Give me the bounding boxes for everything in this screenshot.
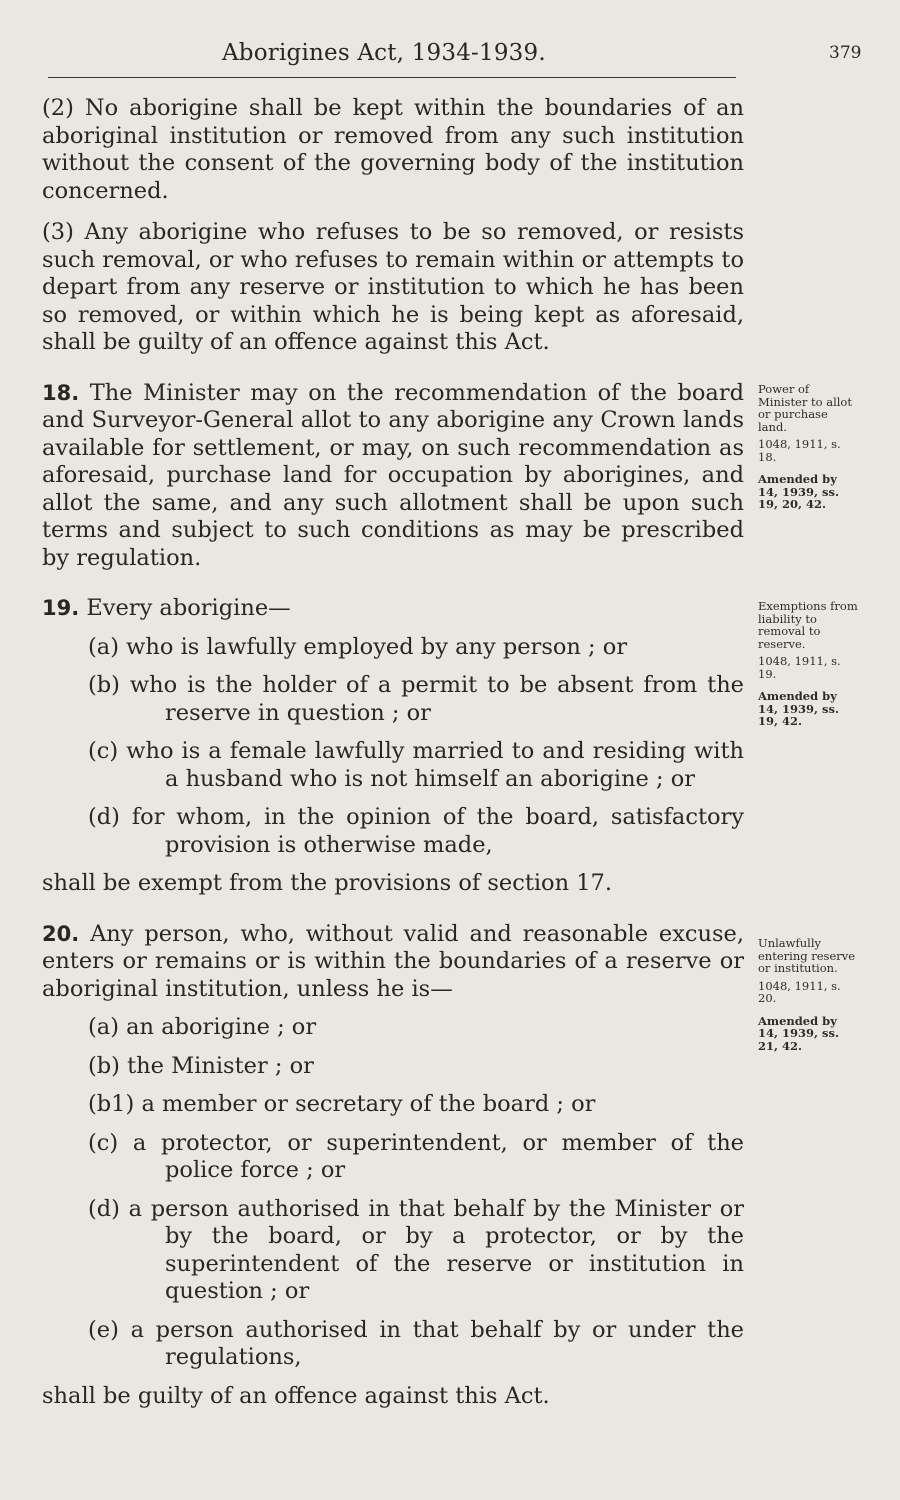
paragraph-2: (2) No aborigine shall be kept within the boundaries of an aboriginal institution or removed from any such institution without the consent of the governing body of the institution concerned. (42, 95, 744, 204)
page-body (42, 95, 744, 1410)
section-20-closing: shall be guilty of an offence against this Act. (42, 1382, 550, 1409)
paragraph-3: (3) Any aborigine who refuses to be so removed, or resists such removal, or who refuses to remain within or attempts to depart from any reserve or institution to which he has been so removed, or within which he is being kept as aforesaid, shall be guilty of an offence against this Act. (42, 219, 744, 355)
section-19-item-d: (d) for whom, in the opinion of the board, satisfactory provision is otherwise made, (88, 804, 744, 858)
margin-note-s20: Unlawfully entering reserve or institution. 1048, 1911, s. 20. Amended by 14, 1939, ss. 21, 42. (758, 936, 856, 1053)
section-20-item-c: (c) a protector, or superintendent, or member of the police force ; or (88, 1129, 744, 1183)
section-18-number: 18. (42, 380, 80, 405)
section-19-item-b: (b) who is the holder of a permit to be absent from the reserve in question ; or (88, 672, 745, 726)
section-20-item-b1: (b1) a member or secretary of the board ; or (88, 1091, 596, 1117)
section-18 (42, 380, 744, 573)
section-20-item-e: (e) a person authorised in that behalf by or under the regulations, (88, 1316, 745, 1370)
section-19-number: 19. (42, 596, 80, 620)
section-19-intro: 19. Every aborigine— (42, 595, 291, 621)
margin-note-s19: Exemptions from liability to removal to reserve. 1048, 1911, s. 19. Amended by 14, 1939, ss. 19, 42. (758, 599, 858, 728)
section-20-number: 20. (42, 921, 80, 946)
section-19-item-c: (c) who is a female lawfully married to and residing with a husband who is not himself an aborigine ; or (88, 738, 744, 792)
margin-note-s18: Power of Minister to allot or purchase land. 1048, 1911, s. 18. Amended by 14, 1939, ss. 19, 20, 42. (758, 382, 852, 511)
section-20-item-a: (a) an aborigine ; or (88, 1014, 317, 1040)
section-19-closing: shall be exempt from the provisions of section 17. (42, 870, 613, 896)
header-rule (48, 77, 736, 78)
section-20-intro: 20. Any person, who, without valid and reasonable excuse, enters or remains or is within the boundaries of a reserve or aboriginal institution, unless he is— (42, 920, 744, 1002)
page-header-title: Aborigines Act, 1934-1939. (222, 40, 546, 66)
section-20-item-d: (d) a person authorised in that behalf by the Minister or by the board, or by a protector, or by the superintendent of the reserve or institution in question ; or (88, 1195, 744, 1304)
page-number: 379 (829, 43, 862, 63)
section-19-item-a: (a) who is lawfully employed by any person ; or (88, 633, 628, 660)
section-20-item-b: (b) the Minister ; or (88, 1052, 314, 1079)
section-18-text: The Minister may on the recommendation of the board and Surveyor-General allot to any aborigine any Crown lands available for settlement, or may, on such recommendation as aforesaid, purchase land for occupation by aborigines, and allot the same, and any such allotment shall be upon such terms and subject to such conditions as may be prescribed by regulation. (42, 379, 744, 571)
